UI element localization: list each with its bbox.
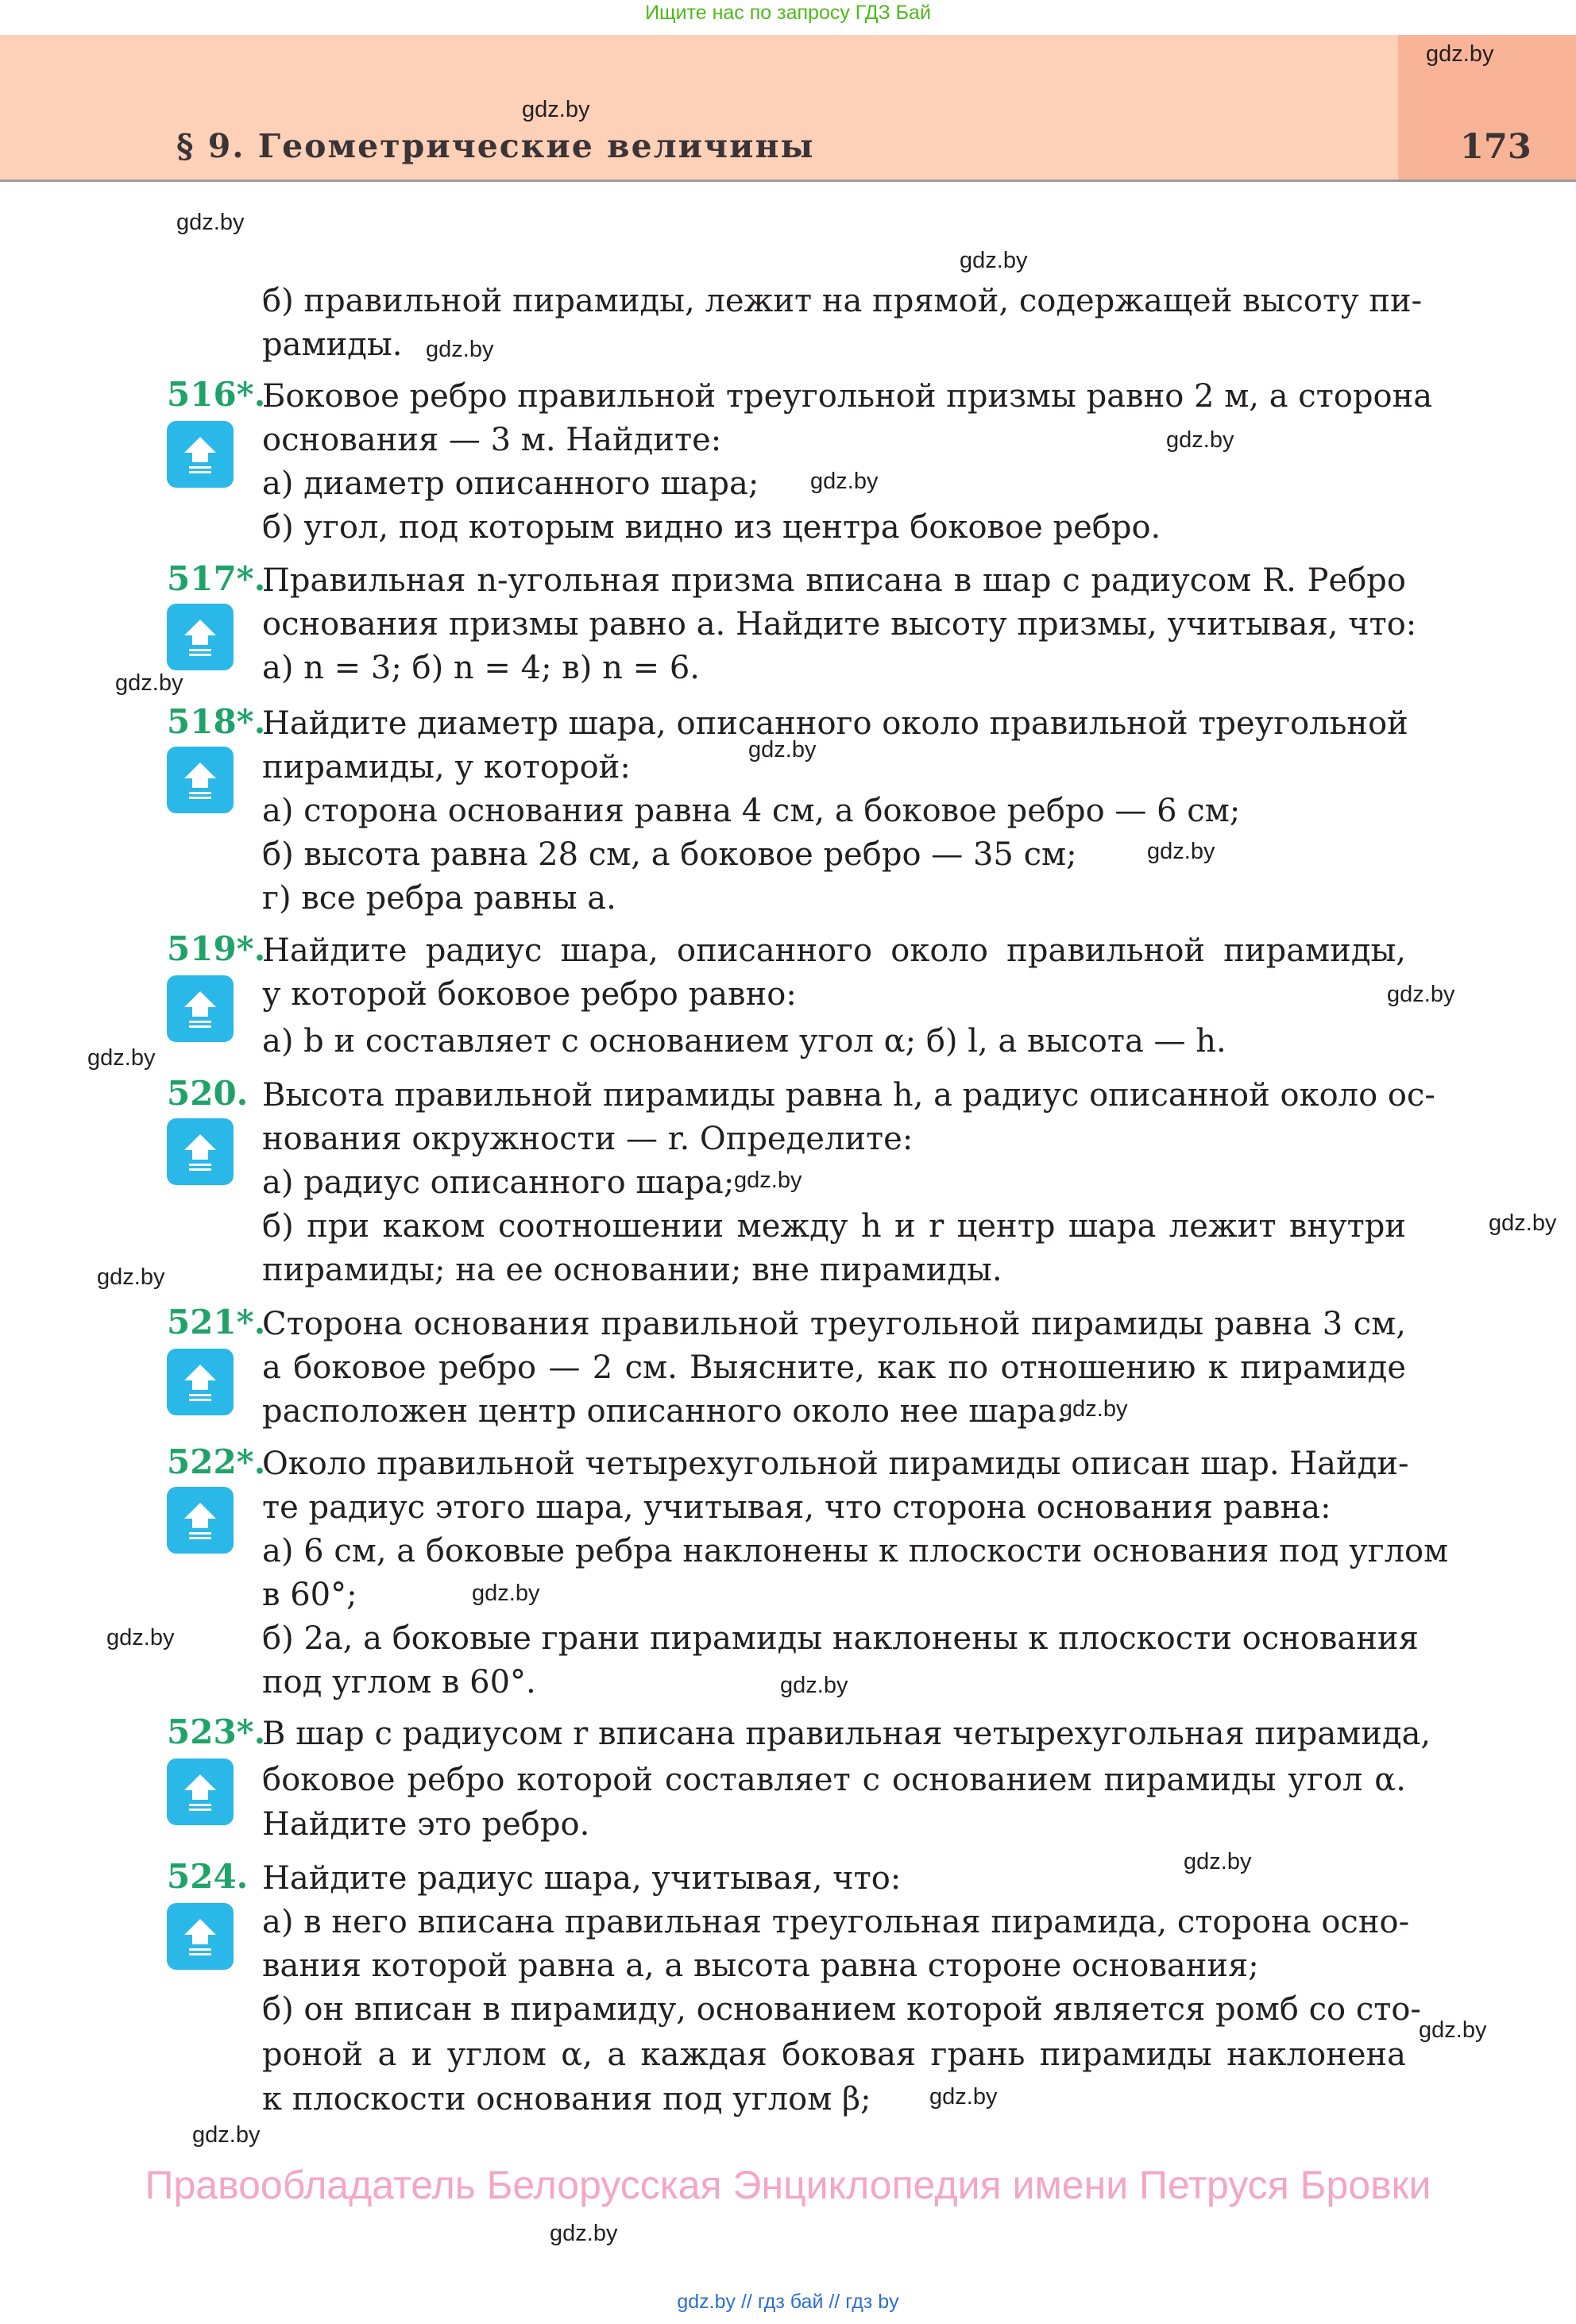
exercise-text: у которой боковое ребро равно: xyxy=(262,976,797,1013)
watermark: gdz.by xyxy=(1387,982,1455,1007)
exercise-text: к плоскости основания под углом β; xyxy=(262,2081,871,2117)
watermark: gdz.by xyxy=(1166,427,1234,453)
watermark: gdz.by xyxy=(192,2122,261,2148)
exercise-number: 522*. xyxy=(167,1442,266,1481)
watermark: gdz.by xyxy=(176,210,245,235)
exercise-text: Найдите диаметр шара, описанного около правильной треугольной xyxy=(262,705,1408,742)
exercise-text: расположен центр описанного около нее шара. xyxy=(262,1393,1067,1430)
exercise-button[interactable] xyxy=(167,1349,234,1415)
exercise-text: а) диаметр описанного шара; xyxy=(262,465,759,502)
exercise-text: В шар с радиусом r вписана правильная четырехугольная пирамида, xyxy=(262,1716,1431,1752)
exercise-text: Высота правильной пирамиды равна h, а радиус описанной около ос- xyxy=(262,1077,1435,1114)
exercise-text: б) 2a, а боковые грани пирамиды наклонены к плоскости основания xyxy=(262,1620,1419,1657)
exercise-text: роной a и углом α, а каждая боковая грань пирамиды наклонена xyxy=(262,2036,1406,2073)
copyright-notice: Правообладатель Белорусская Энциклопедия имени Петруся Бровки xyxy=(145,2163,1431,2207)
watermark: gdz.by xyxy=(780,1673,848,1698)
exercise-515-text: рамиды. xyxy=(262,326,403,363)
top-search-note: Ищите нас по запросу ГДЗ Бай xyxy=(645,2,931,24)
watermark: gdz.by xyxy=(106,1625,175,1650)
exercise-text: а) b и составляет с основанием угол α; б) l, а высота — h. xyxy=(262,1023,1226,1060)
exercise-text: Найдите это ребро. xyxy=(262,1806,590,1843)
header-divider xyxy=(0,180,1576,182)
watermark: gdz.by xyxy=(960,248,1028,273)
exercise-number: 519*. xyxy=(167,929,266,968)
exercise-number: 517*. xyxy=(167,559,266,598)
watermark: gdz.by xyxy=(748,737,817,762)
watermark: gdz.by xyxy=(97,1264,165,1290)
exercise-button[interactable] xyxy=(167,747,234,813)
exercise-text: пирамиды; на ее основании; вне пирамиды. xyxy=(262,1252,1002,1288)
section-title: § 9. Геометрические величины xyxy=(176,127,815,165)
exercise-text: вания которой равна a, а высота равна стороне основания; xyxy=(262,1948,1259,1984)
watermark: gdz.by xyxy=(1184,1849,1252,1874)
watermark: gdz.by xyxy=(1426,41,1494,67)
watermark: gdz.by xyxy=(810,469,879,494)
watermark: gdz.by xyxy=(1060,1396,1128,1422)
exercise-text: нования окружности — r. Определите: xyxy=(262,1121,914,1157)
exercise-text: а) n = 3; б) n = 4; в) n = 6. xyxy=(262,650,700,686)
exercise-text: Сторона основания правильной треугольной пирамиды равна 3 см, xyxy=(262,1306,1406,1342)
exercise-text: а боковое ребро — 2 см. Выясните, как по отношению к пирамиде xyxy=(262,1349,1406,1386)
exercise-text: а) радиус описанного шара; xyxy=(262,1164,735,1201)
exercise-text: Боковое ребро правильной треугольной призмы равно 2 м, а сторона xyxy=(262,378,1433,415)
exercise-button[interactable] xyxy=(167,1118,234,1185)
footer-links[interactable]: gdz.by // гдз бай // гдз by xyxy=(677,2291,899,2313)
exercise-text: б) высота равна 28 см, а боковое ребро — 35 см; xyxy=(262,836,1077,873)
exercise-text: а) 6 см, а боковые ребра наклонены к плоскости основания под углом xyxy=(262,1533,1449,1569)
watermark: gdz.by xyxy=(472,1581,540,1606)
watermark: gdz.by xyxy=(1489,1210,1557,1236)
watermark: gdz.by xyxy=(734,1168,802,1193)
exercise-button[interactable] xyxy=(167,975,234,1042)
watermark: gdz.by xyxy=(115,670,183,696)
exercise-text: основания — 3 м. Найдите: xyxy=(262,422,722,458)
watermark: gdz.by xyxy=(550,2221,618,2246)
exercise-number: 521*. xyxy=(167,1303,266,1342)
watermark: gdz.by xyxy=(1419,2017,1487,2043)
exercise-number: 523*. xyxy=(167,1712,266,1751)
exercise-text: основания призмы равно a. Найдите высоту призмы, учитывая, что: xyxy=(262,606,1417,643)
exercise-text: Найдите радиус шара, описанного около правильной пирамиды, xyxy=(262,932,1406,969)
exercise-number: 520. xyxy=(167,1074,249,1113)
watermark: gdz.by xyxy=(522,97,590,122)
exercise-text: пирамиды, у которой: xyxy=(262,749,631,786)
exercise-text: боковое ребро которой составляет с основанием пирамиды угол α. xyxy=(262,1762,1406,1798)
exercise-text: Найдите радиус шара, учитывая, что: xyxy=(262,1860,902,1897)
exercise-number: 524. xyxy=(167,1857,249,1896)
watermark: gdz.by xyxy=(929,2084,998,2110)
watermark: gdz.by xyxy=(87,1045,156,1071)
exercise-text: г) все ребра равны a. xyxy=(262,880,616,917)
exercise-button[interactable] xyxy=(167,421,234,488)
watermark: gdz.by xyxy=(1147,839,1215,864)
exercise-button[interactable] xyxy=(167,1903,234,1970)
exercise-text: а) в него вписана правильная треугольная пирамида, сторона осно- xyxy=(262,1904,1410,1940)
exercise-text: б) он вписан в пирамиду, основанием которой является ромб со сто- xyxy=(262,1991,1421,2028)
page-number: 173 xyxy=(1460,127,1532,167)
exercise-text: б) угол, под которым видно из центра боковое ребро. xyxy=(262,509,1161,546)
exercise-text: а) сторона основания равна 4 см, а боковое ребро — 6 см; xyxy=(262,793,1241,829)
exercise-text: те радиус этого шара, учитывая, что сторона основания равна: xyxy=(262,1489,1331,1526)
exercise-text: под углом в 60°. xyxy=(262,1664,536,1701)
exercise-text: Около правильной четырехугольной пирамиды описан шар. Найди- xyxy=(262,1446,1409,1482)
exercise-text: Правильная n-угольная призма вписана в шар с радиусом R. Ребро xyxy=(262,562,1406,599)
exercise-515-text: б) правильной пирамиды, лежит на прямой, содержащей высоту пи- xyxy=(262,283,1423,319)
exercise-button[interactable] xyxy=(167,604,234,670)
exercise-number: 518*. xyxy=(167,702,266,741)
watermark: gdz.by xyxy=(426,337,494,362)
exercise-button[interactable] xyxy=(167,1487,234,1554)
exercise-number: 516*. xyxy=(167,375,266,414)
exercise-button[interactable] xyxy=(167,1758,234,1825)
exercise-text: в 60°; xyxy=(262,1577,357,1613)
exercise-text: б) при каком соотношении между h и r центр шара лежит внутри xyxy=(262,1208,1406,1245)
